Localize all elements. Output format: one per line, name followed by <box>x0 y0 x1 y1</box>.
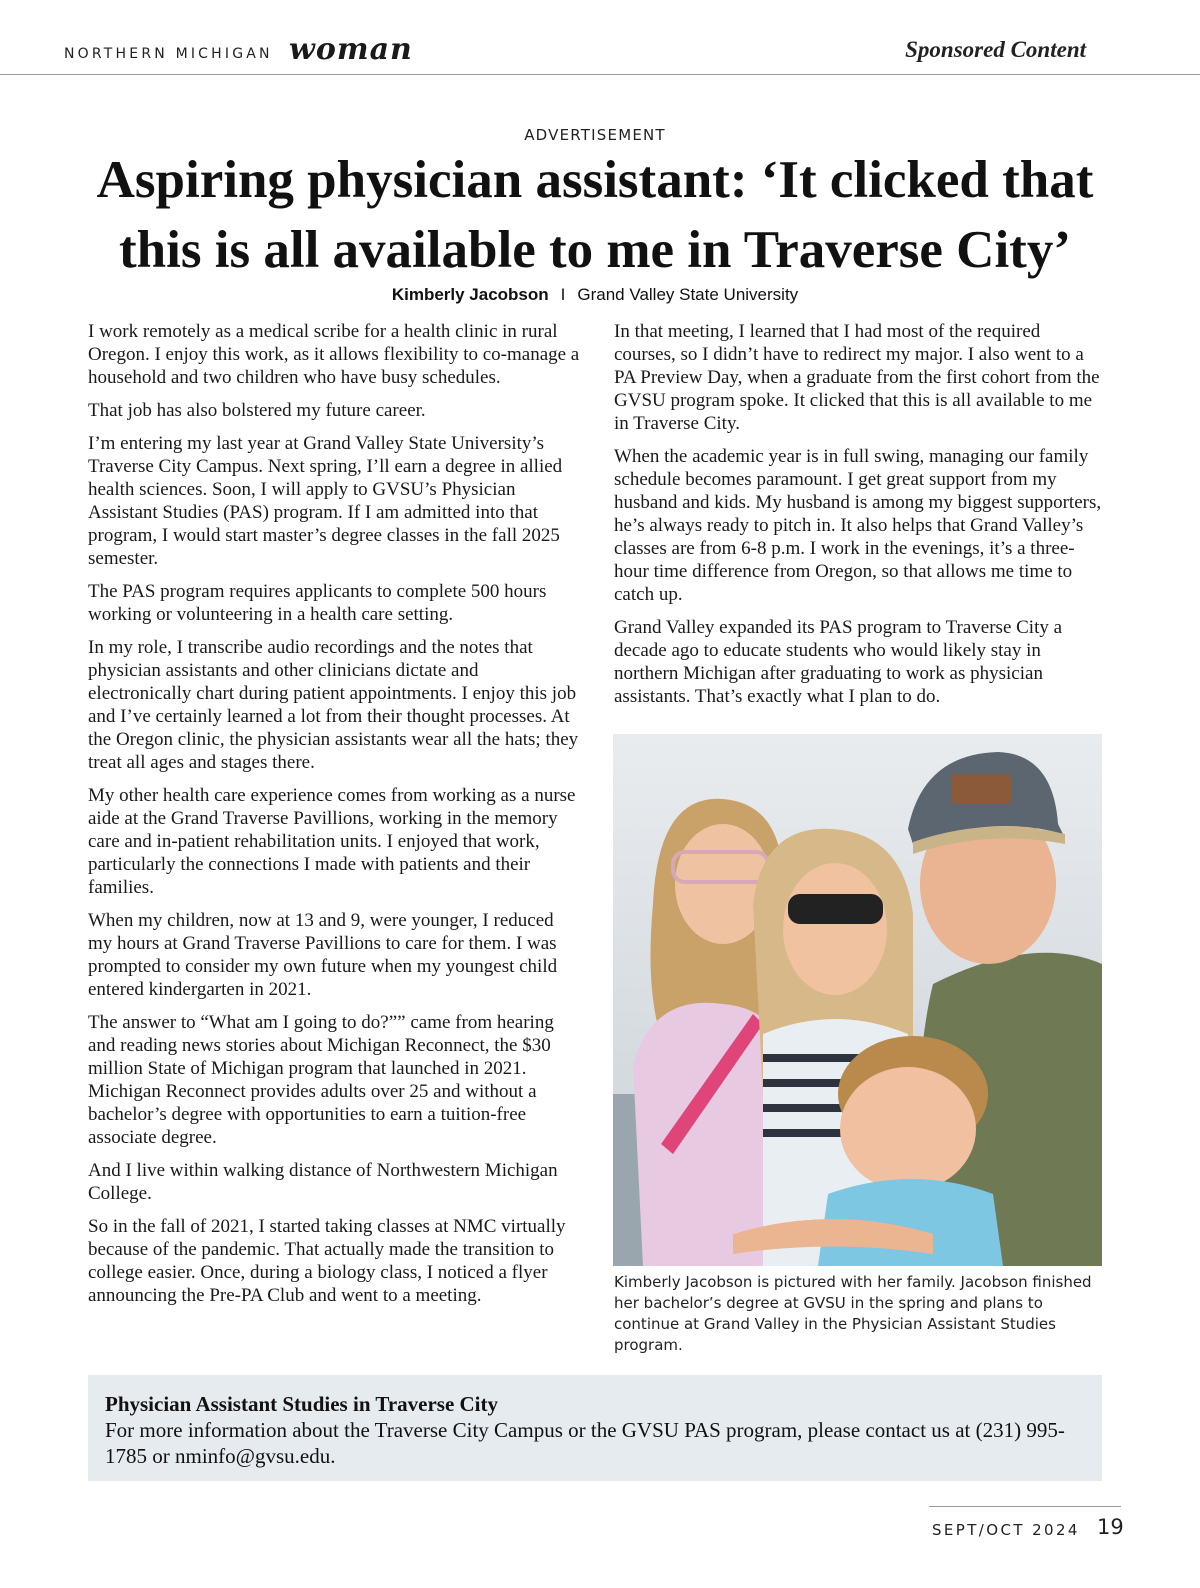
info-box <box>88 1375 1102 1481</box>
organization-name: Grand Valley State University <box>577 285 799 304</box>
headline-line-1: Aspiring physician assistant: ‘It clicked that <box>96 151 1094 209</box>
author-name: Kimberly Jacobson <box>391 285 549 304</box>
advertisement-label: ADVERTISEMENT <box>524 126 666 144</box>
woman-face <box>783 863 887 995</box>
magazine-script-logo: woman <box>289 32 413 67</box>
paragraph: That job has also bolstered my future career. <box>88 400 426 421</box>
footer-divider <box>929 1506 1121 1507</box>
paragraph: I’m entering my last year at Grand Valley State University’s Traverse City Campus. Next spring, I’ll earn a degree in allied health sciences. Soon, I will apply to GVSU’s Physician Assistant Studies (PAS) program. If I am admitted into that program, I would start master’s degree classes in the fall 2025 semester. <box>88 433 563 569</box>
info-box-body: For more information about the Traverse City Campus or the GVSU PAS program, please contact us at (231) 995-1785 or nminfo@gvsu.edu. <box>105 1418 1065 1468</box>
paragraph: And I live within walking distance of Northwestern Michigan College. <box>88 1160 558 1204</box>
paragraph: I work remotely as a medical scribe for a health clinic in rural Oregon. I enjoy this work, as it allows flexibility to co-manage a household and two children who have busy schedules. <box>88 321 580 388</box>
sponsored-content-label: Sponsored Content <box>905 37 1086 62</box>
page-number: 19 <box>1097 1515 1124 1539</box>
paragraph: So in the fall of 2021, I started taking classes at NMC virtually because of the pandemic. That actually made the transition to college easier. Once, during a biology class, I noticed a flyer announcing the Pre-PA Club and went to a meeting. <box>88 1216 566 1306</box>
issue-date: SEPT/OCT 2024 <box>932 1521 1080 1539</box>
byline <box>0 285 1190 305</box>
family-photo <box>613 734 1102 1266</box>
article-left-column <box>88 320 580 1317</box>
paragraph: In my role, I transcribe audio recordings and the notes that physician assistants and other clinicians dictate and electronically chart during patient appointments. I enjoy this job and I’ve certainly learned a lot from their thought processes. At the Oregon clinic, the physician assistants wear all the hats; they treat all ages and stages there. <box>88 637 579 773</box>
byline-separator: I <box>560 285 566 304</box>
family-photo-illustration <box>613 734 1102 1266</box>
photo-caption: Kimberly Jacobson is pictured with her family. Jacobson finished her bachelor’s degree at GVSU in the spring and plans to continue at Grand Valley in the Physician Assistant Studies program. <box>614 1273 1092 1354</box>
paragraph: In that meeting, I learned that I had most of the required courses, so I didn’t have to redirect my major. I also went to a PA Preview Day, when a graduate from the first cohort from the GVSU program spoke. It clicked that this is all available to me in Traverse City. <box>614 321 1100 434</box>
headline-line-2: this is all available to me in Traverse City’ <box>119 221 1071 279</box>
paragraph: When the academic year is in full swing, managing our family schedule becomes paramount. I get great support from my husband and kids. My husband is among my biggest supporters, he’s always ready to pitch in. It also helps that Grand Valley’s classes are from 6-8 p.m. I work in the evenings, it’s a three-hour time difference from Oregon, so that allows me time to catch up. <box>614 446 1102 605</box>
woman-sunglasses <box>788 894 883 924</box>
magazine-name: NORTHERN MICHIGAN <box>64 46 273 62</box>
paragraph: Grand Valley expanded its PAS program to Traverse City a decade ago to educate students who would likely stay in northern Michigan after graduating to work as physician assistants. That’s exactly what I plan to do. <box>614 617 1063 707</box>
paragraph: When my children, now at 13 and 9, were younger, I reduced my hours at Grand Traverse Pavillions to care for them. I was prompted to consider my own future when my youngest child entered kindergarten in 2021. <box>88 910 558 1000</box>
article-right-column <box>614 320 1106 718</box>
headline <box>40 145 1150 285</box>
masthead <box>0 0 1200 75</box>
info-box-title: Physician Assistant Studies in Traverse City <box>105 1392 499 1416</box>
paragraph: The PAS program requires applicants to complete 500 hours working or volunteering in a health care setting. <box>88 581 547 625</box>
boy-face <box>840 1067 976 1191</box>
paragraph: My other health care experience comes from working as a nurse aide at the Grand Traverse Pavillions, working in the memory care and in-patient rehabilitation units. I enjoyed that work, particularly the connections I made with patients and their families. <box>88 785 576 898</box>
man-cap-patch <box>951 774 1011 804</box>
paragraph: The answer to “What am I going to do?”” came from hearing and reading news stories about Michigan Reconnect, the $30 million State of Michigan program that launched in 2021. Michigan Reconnect provides adults over 25 and without a bachelor’s degree with opportunities to earn a tuition-free associate degree. <box>88 1012 554 1148</box>
